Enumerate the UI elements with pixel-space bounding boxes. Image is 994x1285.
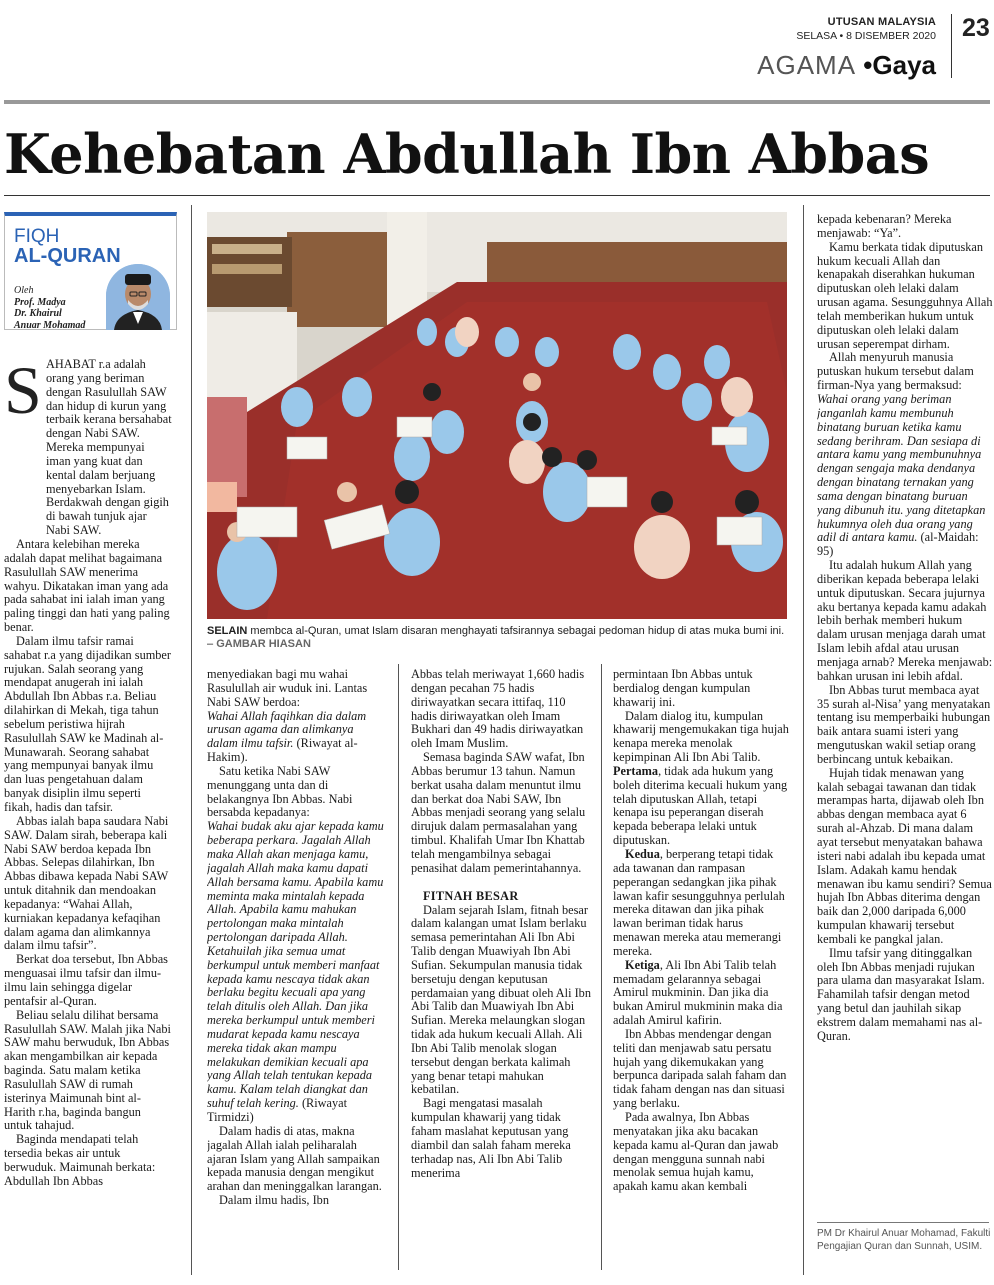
paragraph: Berkat doa tersebut, Ibn Abbas menguasai ilmu tafsir dan ilmu-ilmu lain sehingga digelar pentafsir al-Quran. bbox=[4, 952, 168, 1008]
byline-oleh: Oleh bbox=[14, 285, 34, 296]
citation: (Riwayat al-Hakim). bbox=[207, 736, 358, 765]
point-label: Pertama bbox=[613, 763, 659, 778]
author-avatar bbox=[106, 264, 170, 330]
quote: Wahai orang yang beriman janganlah kamu membunuh binatang buruan ketika kamu sedang berihram. Dan sesiapa di antara kamu yang membunuhnya dengan sengaja maka dendanya dengan binatang ternakan yang sama dengan binatang buruan yang dibunuh itu. yang ditetapkan hukumnya oleh dua orang yang adil di antara kamu. bbox=[817, 391, 986, 545]
citation: (al-Maidah: 95) bbox=[817, 530, 979, 559]
newspaper-name: UTUSAN MALAYSIA bbox=[827, 16, 936, 28]
paragraph: Pada awalnya, Ibn Abbas menyatakan jika aku bacakan kepada kamu al-Quran dan jawab dengan mengguna sunnah nabi menolak semua hujah kamu, apakah kamu akan kembali bbox=[613, 1110, 779, 1194]
caption-text: membca al-Quran, umat Islam disaran menghayati tafsirannya sebagai pedoman hidup di atas muka bumi ini. – bbox=[207, 625, 785, 650]
author-bio: PM Dr Khairul Anuar Mohamad, Fakulti Pengajian Quran dan Sunnah, USIM. bbox=[817, 1228, 991, 1252]
photo-caption bbox=[207, 625, 787, 651]
author-line2: Dr. Khairul bbox=[14, 308, 62, 319]
article-photo bbox=[207, 212, 787, 619]
headline-rule bbox=[4, 195, 990, 196]
paragraph: Ibn Abbas mendengar dengan teliti dan menjawab satu persatu hujah yang dikemukakan yang berpunca daripada salah faham dan tidak faham dengan nas dan situasi yang berlaku. bbox=[613, 1026, 787, 1111]
publication-date: SELASA • 8 DISEMBER 2020 bbox=[796, 30, 936, 42]
paragraph: , berperang tetapi tidak ada tawanan dan rampasan peperangan sedangkan jika pihak lawan kafir sesungguhnya perlulah mereka ditawan dan jika pihak lawan beriman tidak harus menawan mereka atau memerangi mereka. bbox=[613, 846, 785, 958]
paragraph: Beliau selalu dilihat bersama Rasulullah SAW. Malah jika Nabi SAW mahu berwuduk, Ibn Abbas akan mengambilkan air kepada baginda. Satu malam ketika Rasulullah SAW di rumah isterinya Maimunah bint al-Harith r.ha, baginda bangun untuk tahajud. bbox=[4, 1007, 171, 1133]
paragraph: , Ali Ibn Abi Talib telah memadam gelarannya sebagai Amirul mukminin. Dan jika dia bukan Amirul mukminin maka dia adalah Amirul kafirin. bbox=[613, 957, 783, 1028]
subheading: FITNAH BESAR bbox=[423, 888, 519, 903]
paragraph: Dalam hadis di atas, makna jagalah Allah ialah peliharalah ajaran Islam yang Allah sampaikan kepada manusia dengan mengikut arahan dan meninggalkan larangan. bbox=[207, 1123, 382, 1194]
paragraph: Semasa baginda SAW wafat, Ibn Abbas berumur 13 tahun. Namun berkat usaha dalam menuntut ilmu dan berkat doa Nabi SAW, Ibn Abbas menjadi seorang yang selalu dirujuk dalam permasalahan yang timbul. Khalifah Umar Ibn Khattab telah mengambilnya sebagai penasihat dalam pemerintahannya. bbox=[411, 750, 586, 875]
paragraph: Abbas ialah bapa saudara Nabi SAW. Dalam sirah, beberapa kali Nabi SAW berdoa kepada Ibn Abbas. Selepas dilahirkan, Ibn Abbas dibawa kepada Nabi SAW untuk ditahnik dan mendoakan kepadanya: “Wahai Allah, kurniakan kepadanya kefaqihan dalam agama dan alimkannya dalam ilmu tafsir”. bbox=[4, 813, 169, 953]
paragraph: Dalam ilmu tafsir ramai sahabat r.a yang dijadikan sumber rujukan. Salah seorang yang mendapat anugerah ini ialah Abdullah Ibn Abbas r.a. Beliau dilahirkan di Mekah, tiga tahun sebelum peristiwa hijrah Rasulullah SAW ke Madinah al-Munawarah. Seorang sahabat yang mempunyai banyak ilmu dan luas pengetahuan dalam banyak disiplin ilmu seperti fikah, hadis dan tafsir. bbox=[4, 633, 171, 814]
paragraph: Ilmu tafsir yang ditinggalkan oleh Ibn Abbas menjadi rujukan para ulama dan masyarakat Islam. Fahamilah tafsir dengan metod yang betul dan jauhilah sikap ekstrem dalam memahami nas al-Quran. bbox=[817, 945, 985, 1043]
paragraph: AHABAT r.a adalah orang yang beriman dengan Rasulullah SAW dan hidup di kurun yang terbaik kerana bersahabat dengan Nabi SAW. Mereka mempunyai iman yang kuat dan kental dalam berjuang menyebarkan Islam. Berdakwah dengan gigih di bawah tunjuk ajar Nabi SAW. bbox=[46, 358, 172, 538]
paragraph: , tidak ada hukum yang boleh diterima kecuali hukum yang telah diputuskan Allah, tetapi kenapa isu peperangan diserah kepada beberapa lelaki untuk diputuskan. bbox=[613, 763, 788, 848]
article-column-4 bbox=[613, 668, 789, 1270]
column-name-line2: AL-QURAN bbox=[14, 245, 121, 267]
paragraph: Dalam dialog itu, kumpulan khawarij mengemukakan tiga hujah kenapa mereka menolak kepimpinan Ali Ibn Abi Talib. bbox=[613, 708, 789, 765]
paragraph: Hujah tidak menawan yang kalah sebagai tawanan dan tidak merampas harta, dijawab oleh Ibn abbas dengan membaca ayat 6 surah al-Ahzab. Di mana dalam ayat tersebut menyatakan bahawa isteri nabi adalah ibu kepada umat Islam. Adakah kamu hendak menawan ibu kamu sendiri? Semua hujah Ibn Abbas diterima dengan baik dan 2,000 daripada 6,000 kumpulan khawarij tersebut kembali ke pangkal jalan. bbox=[817, 765, 992, 946]
section-sub: Gaya bbox=[872, 50, 936, 80]
paragraph: Bagi mengatasi masalah kumpulan khawarij yang tidak faham maslahat keputusan yang diambil dan salah faham mereka terhadap nas, Ali Ibn Abi Talib menerima bbox=[411, 1096, 571, 1180]
paragraph: Kamu berkata tidak diputuskan hukum kecuali Allah dan kenapakah diserahkan hukuman diputuskan oleh lelaki dalam urusan agama. Sesungguhnya Allah telah memberikan hukum untuk diputuskan oleh lelaki dalam urusan seperempat dirham. bbox=[817, 239, 993, 351]
article-column-5 bbox=[817, 213, 993, 1213]
article-column-3 bbox=[411, 668, 591, 1270]
point-label: Ketiga bbox=[625, 957, 660, 972]
paragraph: Allah menyuruh manusia putuskan hukum tersebut dalam firman-Nya yang bermaksud: bbox=[817, 350, 974, 393]
column-name-line1: FIQH bbox=[14, 226, 60, 247]
top-rule bbox=[4, 100, 990, 104]
page-number: 23 bbox=[962, 14, 990, 42]
paragraph: menyediakan bagi mu wahai Rasulullah air wuduk ini. Lantas Nabi SAW berdoa: bbox=[207, 668, 368, 709]
paragraph: Dalam ilmu hadis, Ibn bbox=[219, 1193, 329, 1208]
citation: (Riwayat Tirmidzi) bbox=[207, 1096, 348, 1124]
masthead-divider bbox=[951, 14, 952, 78]
point-label: Kedua bbox=[625, 846, 660, 861]
page-title: Kehebatan Abdullah Ibn Abbas bbox=[4, 122, 930, 186]
paragraph: Dalam sejarah Islam, fitnah besar dalam kalangan umat Islam berlaku semasa pemerintahan Ali Ibn Abi Talib dengan Muawiyah Ibn Abi Sufian. Sekumpulan manusia tidak bersetuju dengan keputusan perdamaian yang dibuat oleh Ali Ibn Abi Talib dan Muawiyah Ibn Abi Sufian. Mereka melaungkan slogan tidak ada hukum kecuali Allah. Ali Ibn Abi Talib menolak slogan tersebut dengan berkata kalimah yang benar tetapi mahukan kebatilan. bbox=[411, 902, 591, 1097]
author-line3: Anuar Mohamad bbox=[14, 319, 86, 331]
paragraph: Itu adalah hukum Allah yang diberikan kepada beberapa lelaki untuk diputuskan. Secara jujurnya aku bertanya kepada kamu adakah lebih berhak memberi hukum dalam urusan menjaga darah umat Islam lebih afdal atau urusan menjaga arnab? Mereka menjawab: bahkan urusan ini lebih afdal. bbox=[817, 558, 993, 683]
quote: Wahai Allah faqihkan dia dalam urusan agama dan alimkanya dalam ilmu tafsir. bbox=[207, 708, 367, 751]
paragraph: kepada kebenaran? Mereka menjawab: “Ya”. bbox=[817, 213, 952, 240]
paragraph: Ibn Abbas turut membaca ayat 35 surah al-Nisa’ yang menyatakan tentang isu memperbaiki hubungan baik antara suami isteri yang mengutuskan wakil setiap orang berbincang untuk kebaikan. bbox=[817, 682, 991, 766]
column-rule bbox=[803, 205, 804, 1275]
paragraph: Baginda mendapati telah tersedia bekas air untuk berwuduk. Maimunah berkata: Abdullah Ibn Abbas bbox=[4, 1132, 156, 1188]
section-label bbox=[757, 50, 936, 81]
paragraph: Satu ketika Nabi SAW menunggang unta dan di belakangnya Ibn Abbas. Nabi bersabda kepadanya: bbox=[207, 763, 353, 820]
article-column-2 bbox=[207, 668, 387, 1270]
bio-rule bbox=[817, 1222, 989, 1223]
section-bullet: • bbox=[863, 50, 873, 80]
column-rule bbox=[191, 205, 192, 1275]
section-main: AGAMA bbox=[757, 50, 857, 80]
paragraph: permintaan Ibn Abbas untuk berdialog dengan kumpulan khawarij ini. bbox=[613, 668, 753, 709]
author-line1: Prof. Madya bbox=[14, 296, 66, 308]
byline bbox=[14, 285, 114, 331]
quote: Wahai budak aku ajar kepada kamu beberapa perkara. Jagalah Allah maka Allah akan menjaga kamu, jagalah Allah maka kamu dapati Allah bersama kamu. Apabila kamu meminta maka mintalah kepada Allah. Apabila kamu mahukan pertolongan maka mintalah pertolongan daripada Allah. Ketahuilah jika semua umat berkumpul untuk memberi manfaat kepada kamu nescaya tidak akan berlaku begitu kecuali apa yang telah ditulis oleh Allah. Dan jika mereka berkumpul untuk memberi mudarat kepada kamu nescaya mereka tidak akan mampu melakukan demikian kecuali apa yang Allah telah tentukan kepada kamu. Kalam telah diangkat dan suhuf telah kering. bbox=[207, 819, 384, 1111]
paragraph: Antara kelebihan mereka adalah dapat melihat bagaimana Rasulullah SAW menerima wahyu. Dikatakan iman yang ada pada sahabat ini ialah iman yang paling tinggi dan hati yang paling benar. bbox=[4, 536, 170, 635]
caption-lead: SELAIN bbox=[207, 625, 248, 637]
drop-cap: S bbox=[4, 352, 42, 428]
article-column-1 bbox=[4, 352, 172, 1270]
photo-credit: GAMBAR HIASAN bbox=[216, 638, 311, 650]
column-rule bbox=[601, 664, 602, 1270]
column-rule bbox=[398, 664, 399, 1270]
paragraph: Abbas telah meriwayat 1,660 hadis dengan pecahan 75 hadis diriwayatkan secara ittifaq, 110 hadis diriwayatkan oleh Imam Bukhari dan 49 hadis diriwayatkan oleh Imam Muslim. bbox=[411, 668, 585, 751]
